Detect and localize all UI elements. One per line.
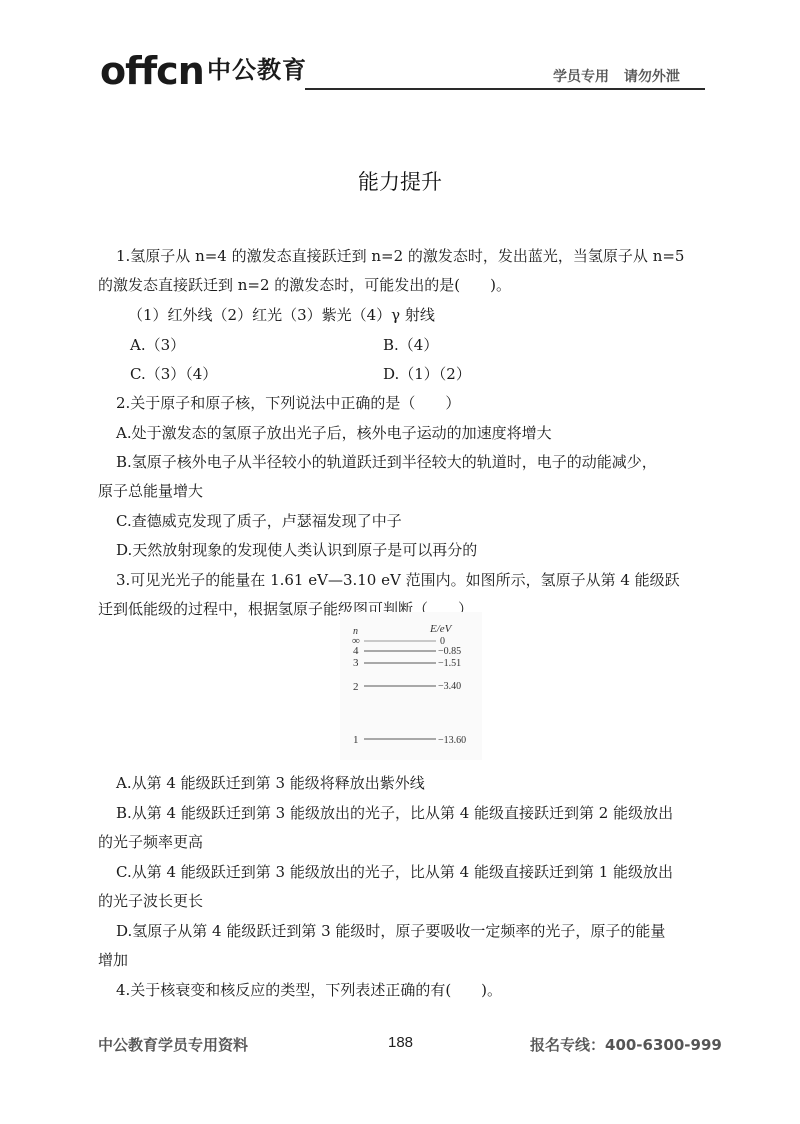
level-e-1: −13.60	[438, 735, 467, 746]
level-n-4: 4	[353, 645, 359, 657]
q1-option-d: D.（1）（2）	[383, 365, 471, 383]
level-n-inf: ∞	[352, 635, 360, 647]
q2-option-b-line1: B.氢原子核外电子从半径较小的轨道跃迁到半径较大的轨道时，电子的动能减少，	[116, 453, 657, 471]
q1-stem-line2: 的激发态直接跃迁到 n=2 的激发态时，可能发出的是( )。	[98, 276, 512, 294]
diagram-energy-label: E/eV	[430, 623, 452, 635]
q3-option-a: A.从第 4 能级跃迁到第 3 能级将释放出紫外线	[116, 774, 425, 792]
q2-option-a: A.处于激发态的氢原子放出光子后，核外电子运动的加速度将增大	[116, 424, 552, 442]
level-e-2: −3.40	[438, 681, 462, 692]
diagram-n-label: n	[353, 626, 358, 637]
q1-option-a: A.（3）	[130, 336, 186, 354]
q3-stem-line1: 3.可见光光子的能量在 1.61 eV—3.10 eV 范围内。如图所示，氢原子从第 4 能级跃	[116, 571, 680, 589]
header-notice: 学员专用 请勿外泄	[553, 69, 680, 85]
q4-stem: 4.关于核衰变和核反应的类型，下列表述正确的有( )。	[116, 981, 503, 999]
q2-stem: 2.关于原子和原子核，下列说法中正确的是（ ）	[116, 394, 461, 412]
footer-hotline: 报名专线：400-6300-999	[530, 1036, 722, 1054]
logo-wordmark: offcn	[100, 49, 204, 93]
q3-option-b-line1: B.从第 4 能级跃迁到第 3 能级放出的光子，比从第 4 能级直接跃迁到第 2 能级放出	[116, 804, 674, 822]
logo-chinese: 中公教育	[207, 56, 307, 84]
q1-option-b: B.（4）	[383, 336, 439, 354]
level-e-3: −1.51	[438, 658, 462, 669]
level-e-4: −0.85	[438, 646, 462, 657]
q2-option-d: D.天然放射现象的发现使人类认识到原子是可以再分的	[116, 541, 478, 559]
q2-option-c: C.查德威克发现了质子，卢瑟福发现了中子	[116, 512, 402, 530]
q3-option-c-line1: C.从第 4 能级跃迁到第 3 能级放出的光子，比从第 4 能级直接跃迁到第 1 能级放出	[116, 863, 674, 881]
q3-option-c-line2: 的光子波长更长	[98, 892, 204, 910]
footer-left-text: 中公教育学员专用资料	[98, 1036, 249, 1054]
q2-option-b-line2: 原子总能量增大	[98, 482, 204, 500]
page-title: 能力提升	[358, 170, 442, 194]
q3-option-b-line2: 的光子频率更高	[98, 833, 204, 851]
q1-option-c: C.（3）（4）	[130, 365, 218, 383]
energy-level-diagram	[340, 612, 482, 760]
q3-option-d-line1: D.氢原子从第 4 能级跃迁到第 3 能级时，原子要吸收一定频率的光子，原子的能量	[116, 922, 666, 940]
page-number: 188	[388, 1034, 414, 1051]
level-n-1: 1	[353, 734, 359, 746]
q1-items: （1）红外线（2）红光（3）紫光（4）γ 射线	[128, 306, 435, 324]
level-n-3: 3	[353, 657, 359, 669]
q3-stem-line2: 迁到低能级的过程中，根据氢原子能级图可判断（ ）	[98, 600, 474, 618]
level-n-2: 2	[353, 681, 359, 693]
q3-option-d-line2: 增加	[98, 951, 129, 969]
level-e-inf: 0	[440, 636, 445, 647]
q1-stem-line1: 1.氢原子从 n=4 的激发态直接跃迁到 n=2 的激发态时，发出蓝光，当氢原子从 n=5	[116, 247, 685, 265]
header-divider	[305, 88, 705, 90]
